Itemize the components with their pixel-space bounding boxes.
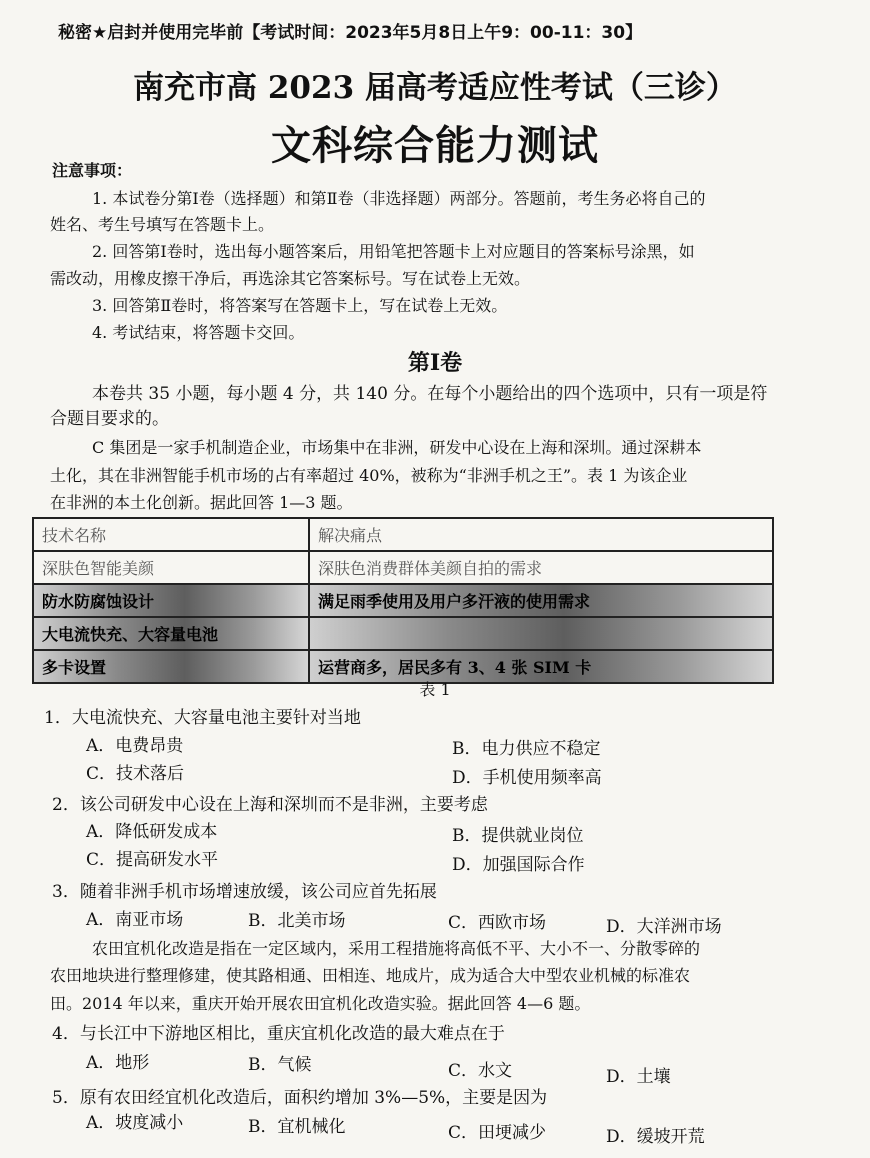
table-cell: 深肤色消费群体美颜自拍的需求 xyxy=(309,551,773,584)
section-intro: 合题目要求的。 xyxy=(50,409,169,429)
option-d[interactable]: D．缓坡开荒 xyxy=(606,1127,705,1147)
table-row xyxy=(33,584,773,617)
option-c[interactable]: C．田埂减少 xyxy=(448,1123,547,1143)
table-cell: 深肤色智能美颜 xyxy=(33,551,309,584)
innovation-table xyxy=(32,517,774,684)
table-row xyxy=(33,551,773,584)
option-d[interactable]: D．大洋洲市场 xyxy=(606,917,722,937)
option-a[interactable]: A．地形 xyxy=(86,1053,150,1073)
question-stem: 3．随着非洲手机市场增速放缓，该公司应首先拓展 xyxy=(52,882,437,902)
passage-line: 农田宜机化改造是指在一定区域内，采用工程措施将高低不平、大小不一、分散零碎的 xyxy=(92,939,701,958)
option-d[interactable]: D．加强国际合作 xyxy=(452,855,585,875)
table-caption: 表 1 xyxy=(419,680,451,699)
passage-line: 田。2014 年以来，重庆开始开展农田宜机化改造实验。据此回答 4—6 题。 xyxy=(50,994,591,1013)
question-stem: 2．该公司研发中心设在上海和深圳而不是非洲，主要考虑 xyxy=(52,795,488,815)
notice-line: 姓名、考生号填写在答题卡上。 xyxy=(50,215,275,234)
table-header-row xyxy=(33,518,773,551)
exam-subtitle: 文科综合能力测试 xyxy=(271,123,599,169)
option-b[interactable]: B．提供就业岗位 xyxy=(452,826,584,846)
question-stem: 1．大电流快充、大容量电池主要针对当地 xyxy=(44,708,361,728)
passage-line: 土化，其在非洲智能手机市场的占有率超过 40%，被称为“非洲手机之王”。表 1 为该企业 xyxy=(50,466,688,485)
table-cell: 多卡设置 xyxy=(33,650,309,683)
notice-line: 需改动，用橡皮擦干净后，再选涂其它答案标号。写在试卷上无效。 xyxy=(50,269,531,288)
option-b[interactable]: B．气候 xyxy=(248,1055,312,1075)
option-a[interactable]: A．电费昂贵 xyxy=(86,736,184,756)
option-a[interactable]: A．降低研发成本 xyxy=(86,822,218,842)
table-cell: 大电流快充、大容量电池 xyxy=(33,617,309,650)
option-d[interactable]: D．土壤 xyxy=(606,1067,671,1087)
option-b[interactable]: B．北美市场 xyxy=(248,911,346,931)
option-a[interactable]: A．南亚市场 xyxy=(86,910,184,930)
notice-line: 2. 回答第Ⅰ卷时，选出每小题答案后，用铅笔把答题卡上对应题目的答案标号涂黑，如 xyxy=(92,242,695,261)
option-c[interactable]: C．水文 xyxy=(448,1061,513,1081)
table-cell: 满足雨季使用及用户多汗液的使用需求 xyxy=(309,584,773,617)
section-title: 第Ⅰ卷 xyxy=(407,350,463,376)
exam-title: 南充市高 2023 届高考适应性考试（三诊） xyxy=(133,70,737,106)
option-d[interactable]: D．手机使用频率高 xyxy=(452,768,602,788)
option-b[interactable]: B．电力供应不稳定 xyxy=(452,739,601,759)
option-a[interactable]: A．坡度减小 xyxy=(86,1113,184,1133)
table-cell: 防水防腐蚀设计 xyxy=(33,584,309,617)
notice-line: 4. 考试结束，将答题卡交回。 xyxy=(92,323,305,342)
passage-line: 在非洲的本土化创新。据此回答 1—3 题。 xyxy=(50,493,353,512)
table-cell: 运营商多，居民多有 3、4 张 SIM 卡 xyxy=(309,650,773,683)
confidential-header: 秘密★启封并使用完毕前【考试时间：2023年5月8日上午9：00-11：30】 xyxy=(58,23,643,43)
notice-line: 3. 回答第Ⅱ卷时，将答案写在答题卡上，写在试卷上无效。 xyxy=(92,296,508,315)
option-c[interactable]: C．提高研发水平 xyxy=(86,850,219,870)
table-header-cell: 解决痛点 xyxy=(309,518,773,551)
passage-line: 农田地块进行整理修建，使其路相通、田相连、地成片，成为适合大中型农业机械的标准农 xyxy=(50,966,691,985)
passage-line: C 集团是一家手机制造企业，市场集中在非洲，研发中心设在上海和深圳。通过深耕本 xyxy=(92,438,702,457)
table-cell xyxy=(309,617,773,650)
question-stem: 4．与长江中下游地区相比，重庆宜机化改造的最大难点在于 xyxy=(52,1024,505,1044)
notice-line: 1. 本试卷分第Ⅰ卷（选择题）和第Ⅱ卷（非选择题）两部分。答题前，考生务必将自己的 xyxy=(92,189,706,208)
question-stem: 5．原有农田经宜机化改造后，面积约增加 3%—5%，主要是因为 xyxy=(52,1088,548,1108)
option-c[interactable]: C．西欧市场 xyxy=(448,913,547,933)
table-header-cell: 技术名称 xyxy=(33,518,309,551)
option-b[interactable]: B．宜机械化 xyxy=(248,1117,346,1137)
section-intro: 本卷共 35 小题，每小题 4 分，共 140 分。在每个小题给出的四个选项中，只有一项是符 xyxy=(92,384,768,404)
option-c[interactable]: C．技术落后 xyxy=(86,764,185,784)
table-row xyxy=(33,617,773,650)
notice-heading: 注意事项： xyxy=(52,161,133,180)
